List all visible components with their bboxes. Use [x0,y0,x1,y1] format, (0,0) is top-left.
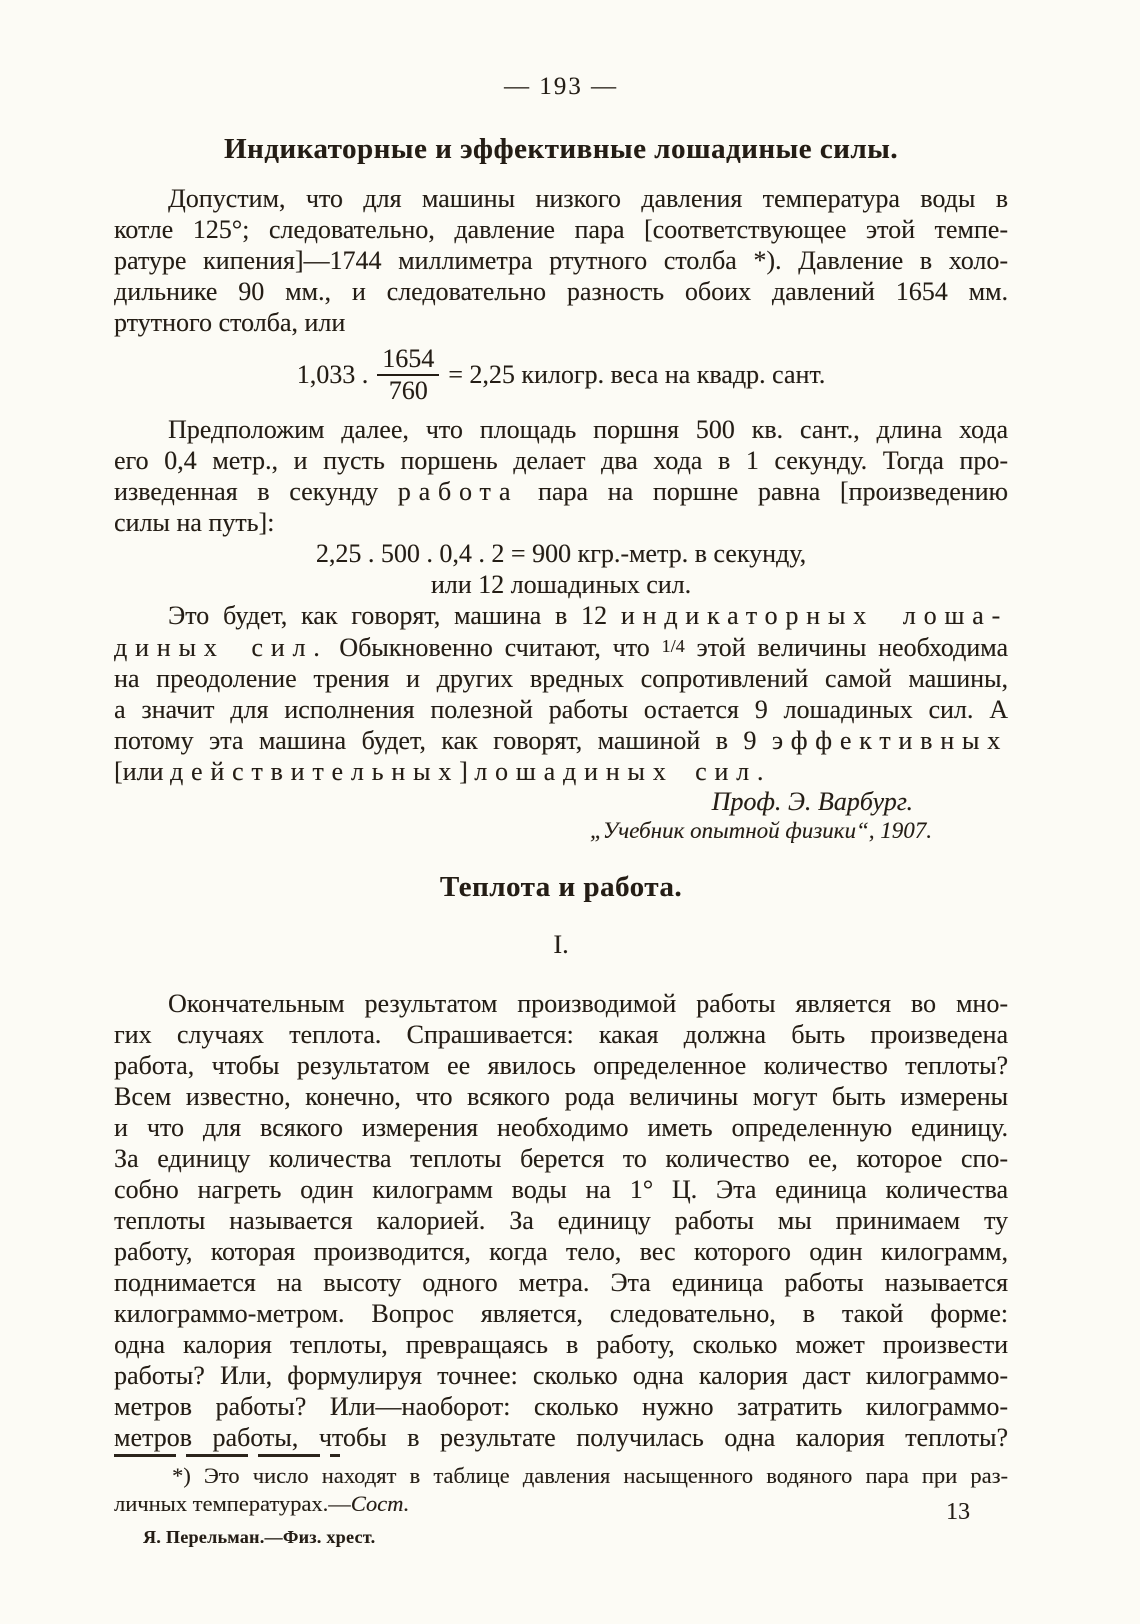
article1-title: Индикаторные и эффективные лошадиные силы. [223,133,899,165]
text-line: дильнике 90 мм., и следовательно разность обоих давлений 1654 мм. [114,277,1008,306]
emphasized-spaced-phrase: действительных [169,757,460,786]
text-line: Всем известно, конечно, что всякого рода величины могут быть измерены [114,1082,1008,1111]
text-line: силы на путь]: [114,508,275,537]
text-line: ртутного столба, или [114,308,346,337]
emphasized-spaced-phrase: индикаторных лоша- [620,601,1008,630]
formula-fraction [377,344,439,406]
text-line: За единицу количества теплоты берется то количество ее, которое спо- [114,1144,1008,1173]
footnote-divider [114,1454,340,1457]
text-line: метров работы? Или—наоборот: сколько нужно затратить килограммо- [114,1392,1008,1421]
text-line: на преодоление трения и других вредных сопротивлений самой машины, [114,664,1008,693]
text-line: а значит для исполнения полезной работы остается 9 лошадиных сил. А [114,695,1008,724]
article1-paragraph-1 [114,183,1008,338]
text-segment: изведенная в секунду [114,477,398,506]
text-line: Допустим, что для машины низкого давления температура воды в [168,184,1008,213]
text-segment: Это будет, как говорят, машина в 12 [168,601,621,630]
page-number-header: — 193 — [504,73,618,100]
text-line: гих случаях теплота. Спрашивается: какая должна быть произведена [114,1020,1008,1049]
text-line: поднимается на высоту одного метра. Эта единица работы называется [114,1268,1008,1297]
emphasized-spaced-word: работа [397,477,519,506]
text-line: собно нагреть один килограмм воды на 1° Ц. Эта единица количества [114,1175,1008,1204]
work-formula-line-1: 2,25 . 500 . 0,4 . 2 = 900 кгр.-метр. в секунду, [315,539,807,568]
text-segment: пара на поршне равна [произведению [518,477,1008,506]
text-segment: потому эта машина будет, как говорят, машиной в 9 [114,726,772,755]
article2-paragraph-1 [114,988,1008,1453]
article1-paragraph-2 [114,414,1008,538]
text-line: котле 125°; следовательно, давление пара [соответствующее этой темпе- [114,215,1008,244]
text-line [114,476,1008,507]
text-line: килограммо-метром. Вопрос является, следовательно, в такой форме: [114,1299,1008,1328]
section-number: I. [553,930,569,959]
article2-title: Теплота и работа. [439,871,683,903]
text-line: ратуре кипения]—1744 миллиметра ртутного столба *). Давление в холо- [114,246,1008,275]
one-quarter-fraction: 1/4 [661,636,685,656]
text-line: Предположим далее, что площадь поршня 500 кв. сант., длина хода [168,415,1008,444]
text-segment: [или [114,757,170,786]
text-line: и что для всякого измерения необходимо иметь определенную единицу. [114,1113,1008,1142]
text-line [114,756,1008,787]
text-line [114,725,1008,756]
text-line [114,631,1008,663]
pressure-formula [114,338,1008,412]
emphasized-spaced-phrase: диных сил. [114,633,328,662]
text-line [114,600,1008,631]
footnote [114,1462,1008,1518]
text-segment: ] [459,757,475,786]
text-line: его 0,4 метр., и пусть поршень делает два хода в 1 секунду. Тогда про- [114,446,1008,475]
text-line: работы? Или, формулируя точнее: сколько одна калория даст килограммо- [114,1361,1008,1390]
author-signature: Проф. Э. Варбург. [711,787,913,816]
article1-paragraph-3 [114,600,1008,787]
book-series-footer: Я. Перельман.—Физ. хрест. [143,1527,376,1547]
text-segment: этой величины необходима [684,633,1008,662]
text-segment: личных температурах.— [114,1491,351,1516]
emphasized-spaced-phrase: эффективных [771,726,1008,755]
source-citation: „Учебник опытной физики“, 1907. [589,818,932,843]
text-line: работу, которая производится, когда тело, вес которого один килограмм, [114,1237,1008,1266]
text-segment: Обыкновенно считают, что [327,633,662,662]
formula-result: = 2,25 килогр. веса на квадр. сант. [448,360,826,389]
text-line: одна калория теплоты, превращаясь в работу, сколько может произвести [114,1330,1008,1359]
text-line: метров работы, чтобы в результате получилась одна калория теплоты? [114,1423,1008,1452]
page-signature-number: 13 [946,1499,970,1525]
compiler-abbreviation: Сост. [350,1491,410,1516]
work-formula-line-2: или 12 лошадиных сил. [430,570,692,599]
fraction-numerator: 1654 [382,344,435,373]
footnote-line: *) Это число находят в таблице давления насыщенного водяного пара при раз- [172,1463,1008,1488]
text-line: теплоты называется калорией. За единицу работы мы принимаем ту [114,1206,1008,1235]
text-line: Окончательным результатом производимой работы является во мно- [168,989,1008,1018]
text-line: работа, чтобы результатом ее явилось определенное количество теплоты? [114,1051,1008,1080]
footnote-line [114,1490,1008,1518]
emphasized-spaced-phrase: лошадиных сил. [474,757,772,786]
formula-coefficient: 1,033 . [296,360,369,389]
fraction-denominator: 760 [377,374,439,406]
